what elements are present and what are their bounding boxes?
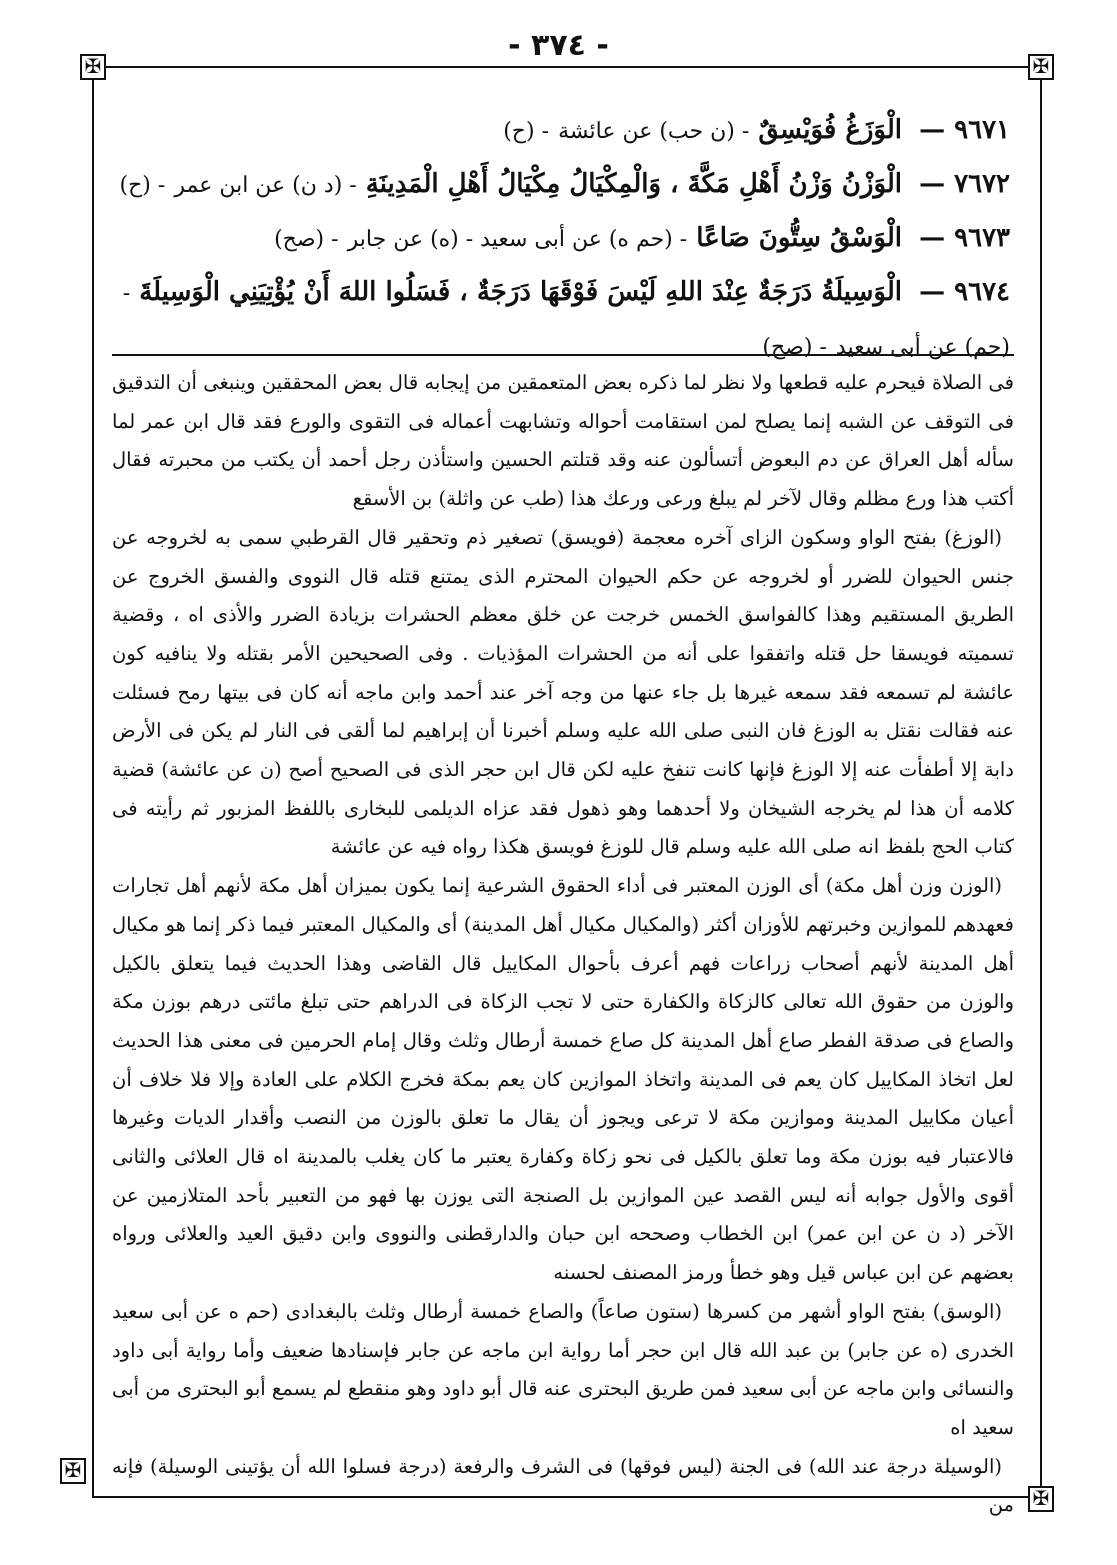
commentary	[112, 364, 1014, 1525]
hadith-number: ٩٦٧٣ —	[919, 223, 1010, 253]
hadith-list	[110, 104, 1010, 374]
hadith-sources: - (حم ه) عن أبى سعيد - (ه) عن جابر	[347, 227, 688, 252]
hadith-sources: - (ن حب) عن عائشة	[558, 119, 750, 144]
hadith-grade: - (ح)	[119, 173, 166, 198]
commentary-paragraph: (الوزن وزن أهل مكة) أى الوزن المعتبر فى أداء الحقوق الشرعية إنما يكون بميزان أهل مكة لأنهم أهل تجارات فعهدهم للموازين وخبرتهم للأوزان أكثر (والمكيال مكيال أهل المدينة) أى والمكيال المعتبر فيما ذكر إنما هو مكيال أهل المدينة لأنهم أصحاب زراعات فهم أعرف بأحوال المكاييل قال القاضى وهذا الحديث فيما يتعلق بالكيل والوزن من حقوق الله تعالى كالزكاة والكفارة حتى لا تجب الزكاة فى الدراهم حتى تبلغ مائتى درهم بوزن مكة والصاع فى صدقة الفطر صاع أهل المدينة كل صاع خمسة أرطال وثلث وقال إمام الحرمين فى معنى هذا الحديث لعل اتخاذ المكاييل كان يعم فى المدينة واتخاذ الموازين كان يعم بمكة فخرج الكلام على العادة وإلا فلا خلاف أن أعيان مكاييل المدينة وموازين مكة لا ترعى ويجوز أن يقال ما تعلق بالوزن من النصب وأقدار الديات وغيرها فالاعتبار فيه بوزن مكة وما تعلق بالكيل فى نحو زكاة وكفارة يعتبر ما كان يغلب بالمدينة اه قال العلائى والثانى أقوى والأول جوابه أنه ليس القصد عين الموازين بل الصنجة التى يوزن بها فهو من التعبير بأحد المتلازمين عن الآخر (د ن عن ابن عمر) ابن الخطاب وصححه ابن حبان والدارقطنى والنووى وابن دقيق العيد والعلائى ورواه بعضهم عن ابن عباس قيل وهو خطأ ورمز المصنف لحسنه	[112, 874, 1014, 1285]
hadith-number: ٩٦٧٤ —	[919, 277, 1010, 307]
commentary-paragraph: (الوسيلة درجة عند الله) فى الجنة (ليس فوقها) فى الشرف والرفعة (درجة فسلوا الله أن يؤتينى الوسيلة) فإنه من	[112, 1454, 1014, 1517]
corner-ornament-icon: ✠	[60, 1458, 86, 1484]
hadith-entry	[110, 158, 1010, 212]
hadith-entry	[110, 104, 1010, 158]
hadith-text: الْوَزَغُ فُوَيْسِقٌ	[758, 115, 903, 145]
hadith-text: الْوَسِيلَةُ دَرَجَةٌ عِنْدَ اللهِ لَيْسَ فَوْقَهَا دَرَجَةٌ ، فَسَلُوا اللهَ أَنْ يُؤْتِيَنِي الْوَسِيلَةَ	[139, 277, 903, 307]
corner-ornament-icon: ✠	[1028, 54, 1054, 80]
commentary-paragraph: فى الصلاة فيحرم عليه قطعها ولا نظر لما ذكره بعض المتعمقين من إيجابه قال بعض المحققين وينبغى أن التدقيق فى التوقف عن الشبه إنما يصلح لمن استقامت أحواله وتشابهت أعماله فى التقوى والورع فقد قال ابن عمر لما سأله أهل العراق عن دم البعوض أتسألون عنه وقد قتلتم الحسين واستأذن رجل أحمد أن يكتب من محبرته فقال أكتب هذا ورع مظلم وقال لآخر لم يبلغ ورعى ورعك هذا (طب عن واثلة) بن الأسقع	[112, 371, 1014, 511]
hadith-entry	[110, 212, 1010, 266]
hadith-entry	[110, 266, 1010, 374]
hadith-grade: - (ح)	[503, 119, 550, 144]
hadith-number: ٩٦٧١ —	[919, 115, 1010, 145]
hadith-grade: - (صح)	[762, 335, 827, 360]
hadith-grade: - (صح)	[274, 227, 339, 252]
commentary-paragraph: (الوزغ) بفتح الواو وسكون الزاى آخره معجمة (فويسق) تصغير ذم وتحقير قال القرطبي سمى به لخروجه عن جنس الحيوان للضرر أو لخروجه عن حكم الحيوان المحترم الذى يمتنع قتله قال النووى والفسق الخروج عن الطريق المستقيم وهذا كالفواسق الخمس خرجت عن خلق معظم الحشرات بزيادة الضرر والأذى اه ، وقضية تسميته فويسقا حل قتله واتفقوا على أنه من الحشرات المؤذيات . وفى الصحيحين الأمر بقتله ولا ينافيه كون عائشة لم تسمعه فقد سمعه غيرها بل جاء عنها من وجه آخر عند أحمد وابن ماجه أنه كان فى بيتها رمح فسئلت عنه فقالت نقتل به الوزغ فان النبى صلى الله عليه وسلم أخبرنا أن إبراهيم لما ألقى فى النار لم يكن فى الأرض دابة إلا أطفأت عنه إلا الوزغ فإنها كانت تنفخ عليه لكن قال ابن حجر الذى فى الصحيح أصح (ن عن عائشة) قضية كلامه أن هذا لم يخرجه الشيخان ولا أحدهما وهو ذهول فقد عزاه الديلمى للبخارى باللفظ المزبور ثم رأيته فى كتاب الحج بلفظ انه صلى الله عليه وسلم قال للوزغ فويسق هكذا رواه فيه عن عائشة	[112, 525, 1014, 859]
hadith-text: الْوَسْقُ سِتُّونَ صَاعًا	[696, 223, 903, 253]
corner-ornament-icon: ✠	[1028, 1486, 1054, 1512]
hadith-sources: - (د ن) عن ابن عمر	[174, 173, 357, 198]
page-number: - ٣٧٤ -	[508, 28, 609, 63]
corner-ornament-icon: ✠	[80, 54, 106, 80]
section-divider	[112, 354, 1014, 356]
hadith-number: ٧٦٧٢ —	[919, 169, 1010, 199]
commentary-paragraph: (الوسق) بفتح الواو أشهر من كسرها (ستون صاعاً) والصاع خمسة أرطال وثلث بالبغدادى (حم ه عن أبى سعيد الخدرى (ه عن جابر) بن عبد الله قال ابن حجر أما رواية ابن ماجه عن جابر فإسنادها ضعيف وأما رواية أبى داود والنسائى وابن ماجه عن أبى سعيد فمن طريق البحترى عنه قال أبو داود وهو منقطع لم يسمع أبو البحترى من أبى سعيد اه	[112, 1299, 1014, 1439]
hadith-text: الْوَزْنُ وَزْنُ أَهْلِ مَكَّةَ ، وَالْمِكْيَالُ مِكْيَالُ أَهْلِ الْمَدِينَةِ	[365, 169, 903, 199]
hadith-sources: - (حم) عن أبى سعيد	[122, 281, 1010, 360]
